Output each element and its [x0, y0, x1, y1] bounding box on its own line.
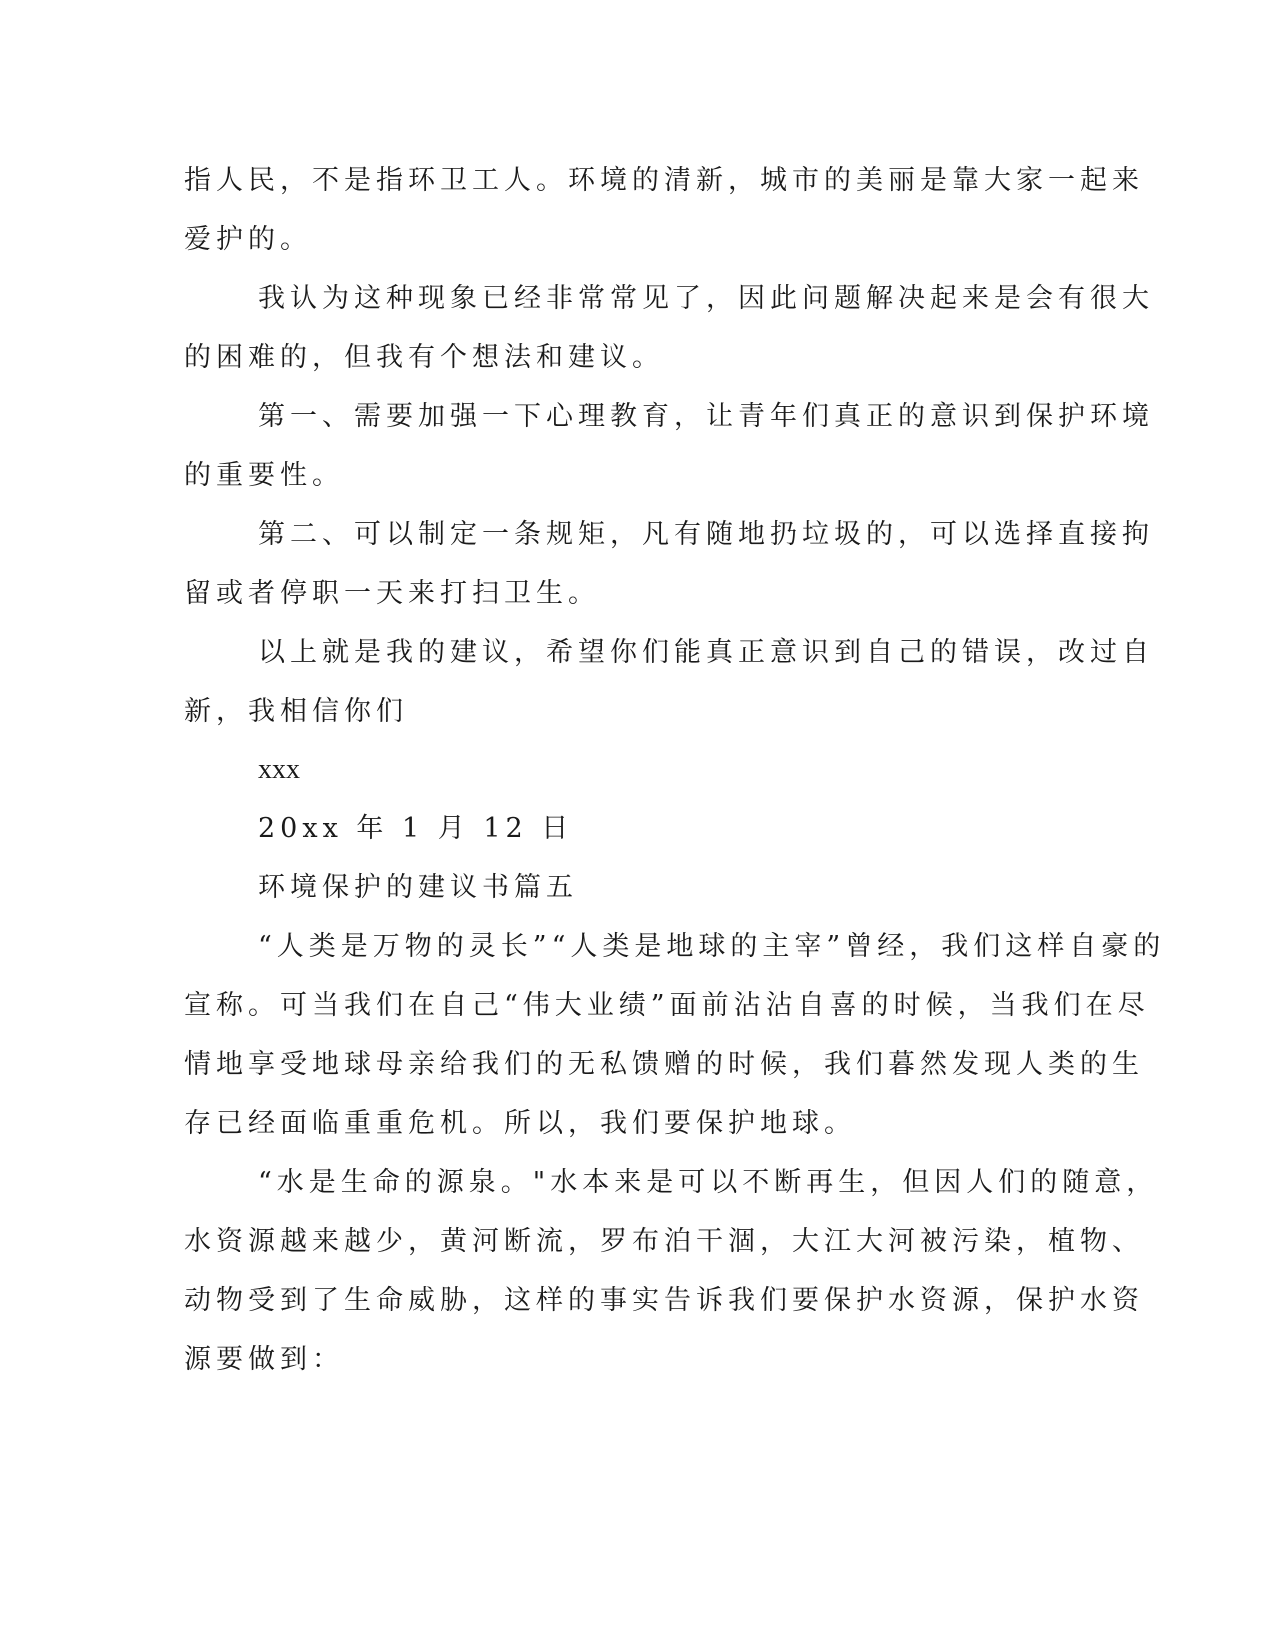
text-line: 留或者停职一天来打扫卫生。: [184, 578, 600, 609]
text-line: 水资源越来越少，黄河断流，罗布泊干涸，大江大河被污染，植物、: [184, 1226, 1144, 1257]
text-line: 源要做到：: [184, 1344, 344, 1375]
section-title: 环境保护的建议书篇五: [258, 872, 578, 903]
paragraph-line: “人类是万物的灵长”“人类是地球的主宰”曾经，我们这样自豪的: [258, 931, 1166, 962]
signature: xxx: [258, 754, 300, 785]
paragraph-line: 第一、需要加强一下心理教育，让青年们真正的意识到保护环境: [258, 401, 1154, 432]
text-line: 宣称。可当我们在自己“伟大业绩”面前沾沾自喜的时候，当我们在尽: [184, 990, 1150, 1021]
text-line: 新，我相信你们: [184, 696, 408, 727]
text-line: 爱护的。: [184, 224, 312, 255]
text-line: 的困难的，但我有个想法和建议。: [184, 342, 664, 373]
text-line: 动物受到了生命威胁，这样的事实告诉我们要保护水资源，保护水资: [184, 1285, 1144, 1316]
date-line: 20xx 年 1 月 12 日: [258, 813, 574, 844]
paragraph-line: 我认为这种现象已经非常常见了，因此问题解决起来是会有很大: [258, 283, 1154, 314]
text-line: 存已经面临重重危机。所以，我们要保护地球。: [184, 1108, 856, 1139]
paragraph-line: 以上就是我的建议，希望你们能真正意识到自己的错误，改过自: [258, 637, 1154, 668]
paragraph-line: 第二、可以制定一条规矩，凡有随地扔垃圾的，可以选择直接拘: [258, 519, 1154, 550]
text-line: 情地享受地球母亲给我们的无私馈赠的时候，我们暮然发现人类的生: [184, 1049, 1144, 1080]
text-line: 指人民，不是指环卫工人。环境的清新，城市的美丽是靠大家一起来: [184, 165, 1144, 196]
paragraph-line: “水是生命的源泉。"水本来是可以不断再生，但因人们的随意，: [258, 1167, 1159, 1198]
text-line: 的重要性。: [184, 460, 344, 491]
